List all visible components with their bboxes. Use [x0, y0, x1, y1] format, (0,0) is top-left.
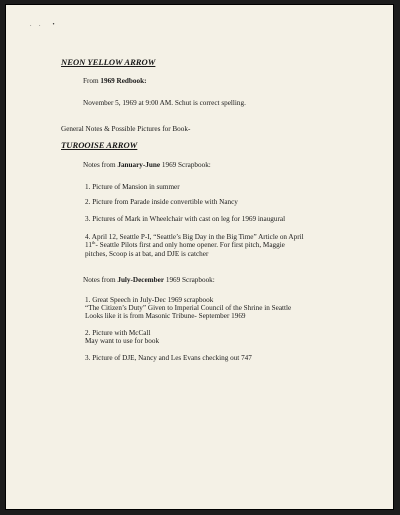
document-page: [5, 4, 394, 510]
jul-item-2-line-2: May want to use for book: [85, 337, 160, 345]
jan-june-heading: [83, 161, 211, 169]
ordinal-suffix: th: [91, 240, 96, 245]
general-notes-line: General Notes & Possible Pictures for Book-: [61, 125, 191, 133]
jul-item-1-line-3: Looks like it is from Masonic Tribune- September 1969: [85, 312, 246, 320]
item-4-line-2-text: - Seattle Pilots first and only home opener. For first pitch, Maggie: [95, 241, 285, 249]
redbook-line: [83, 77, 147, 85]
jul-item-2-line-1: 2. Picture with McCall: [85, 329, 151, 337]
november-line: November 5, 1969 at 9:00 AM. Schut is correct spelling.: [83, 99, 246, 107]
jan-bold: January-June: [117, 161, 161, 169]
jul-prefix: Notes from: [83, 276, 118, 284]
jan-prefix: Notes from: [83, 161, 118, 169]
day-number: 11: [85, 241, 92, 249]
jan-item-3: 3. Pictures of Mark in Wheelchair with cast on leg for 1969 inaugural: [85, 215, 286, 223]
scan-specks: . . •: [30, 22, 58, 28]
jan-item-2: 2. Picture from Parade inside convertible with Nancy: [85, 198, 238, 206]
jan-item-4-line-1: 4. April 12, Seattle P-I, “Seattle’s Big Day in the Big Time” Article on April: [85, 233, 304, 241]
jan-suffix: 1969 Scrapbook:: [160, 161, 211, 169]
heading-neon-yellow-arrow: NEON YELLOW ARROW: [61, 57, 156, 67]
jan-item-1: 1. Picture of Mansion in summer: [85, 183, 180, 191]
jul-bold: July-December: [117, 276, 165, 284]
jul-suffix: 1969 Scrapbook:: [164, 276, 215, 284]
jul-item-1-line-1: 1. Great Speech in July-Dec 1969 scrapbook: [85, 296, 214, 304]
jan-item-4-line-3: pitches, Scoop is at bat, and DJE is catcher: [85, 250, 209, 258]
jul-item-1-line-2: “The Citizen’s Duty” Given to Imperial Council of the Shrine in Seattle: [85, 304, 292, 312]
jan-item-4-line-2: [85, 241, 285, 249]
jul-item-3: 3. Picture of DJE, Nancy and Les Evans checking out 747: [85, 354, 252, 362]
heading-turooise-arrow: TUROOISE ARROW: [61, 140, 138, 150]
redbook-prefix: From: [83, 77, 101, 85]
redbook-bold: 1969 Redbook:: [100, 77, 147, 85]
jul-dec-heading: [83, 276, 215, 284]
